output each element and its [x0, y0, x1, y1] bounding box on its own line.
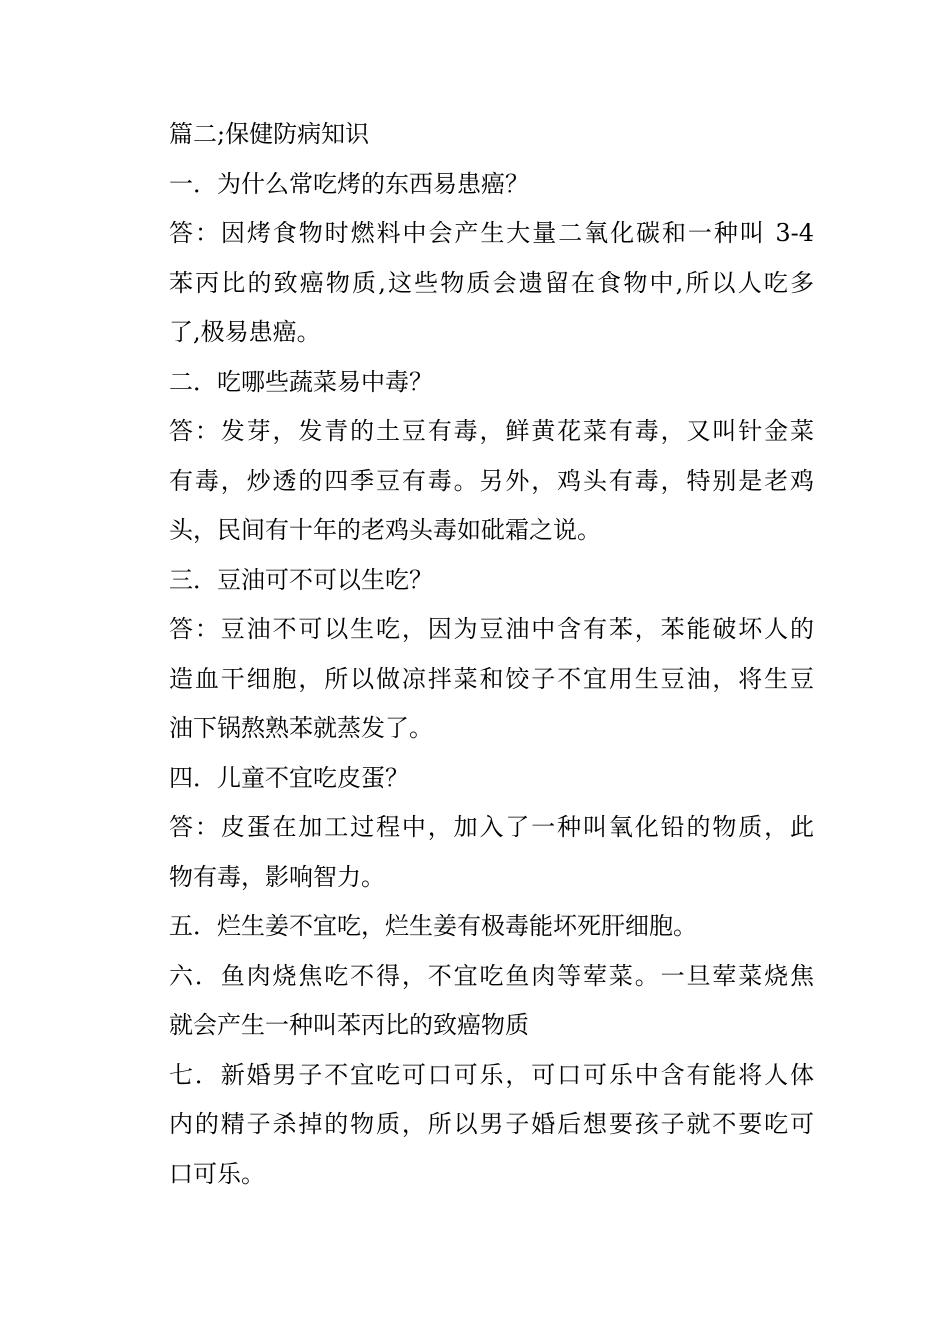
text-line: 一．为什么常吃烤的东西易患癌？: [169, 169, 529, 198]
text-line: 四．儿童不宜吃皮蛋？: [169, 763, 409, 792]
text-line: 苯丙比的致癌物质,这些物质会遗留在食物中,所以人吃多: [169, 268, 814, 297]
text-line: 五．烂生姜不宜吃，烂生姜有极毒能坏死肝细胞。: [169, 912, 697, 940]
text-line: 物有毒，影响智力。: [169, 862, 385, 891]
text-line: 造血干细胞，所以做凉拌菜和饺子不宜用生豆油，将生豆: [169, 664, 814, 693]
text-line: 六．鱼肉烧焦吃不得，不宜吃鱼肉等荤菜。一旦荤菜烧焦: [169, 961, 814, 990]
text-line: 答：豆油不可以生吃，因为豆油中含有苯，苯能破坏人的: [169, 615, 814, 643]
text-line: 答：因烤食物时燃料中会产生大量二氧化碳和一种叫 3-4: [169, 219, 814, 247]
text-line: 答：皮蛋在加工过程中，加入了一种叫氧化铅的物质，此: [169, 813, 814, 841]
document-body: [169, 110, 814, 1199]
text-line: 三．豆油可不可以生吃？: [169, 565, 433, 594]
text-line: 头，民间有十年的老鸡头毒如砒霜之说。: [169, 516, 601, 544]
text-line: 二．吃哪些蔬菜易中毒？: [169, 367, 433, 396]
document-title: 篇二;保健防病知识: [169, 120, 370, 148]
document-text-lines: [169, 160, 814, 1200]
text-line: 就会产生一种叫苯丙比的致癌物质: [169, 1011, 529, 1039]
text-line: 了,极易患癌。: [169, 318, 321, 346]
text-line: 口可乐。: [169, 1159, 265, 1188]
text-line: 油下锅熬熟苯就蒸发了。: [169, 714, 433, 742]
text-line: 答：发芽，发青的土豆有毒，鲜黄花菜有毒，又叫针金菜: [169, 417, 814, 445]
text-line: 内的精子杀掉的物质，所以男子婚后想要孩子就不要吃可: [169, 1110, 814, 1138]
text-line: 有毒，炒透的四季豆有毒。另外，鸡头有毒，特别是老鸡: [169, 466, 814, 495]
text-line: 七．新婚男子不宜吃可口可乐，可口可乐中含有能将人体: [169, 1060, 814, 1089]
